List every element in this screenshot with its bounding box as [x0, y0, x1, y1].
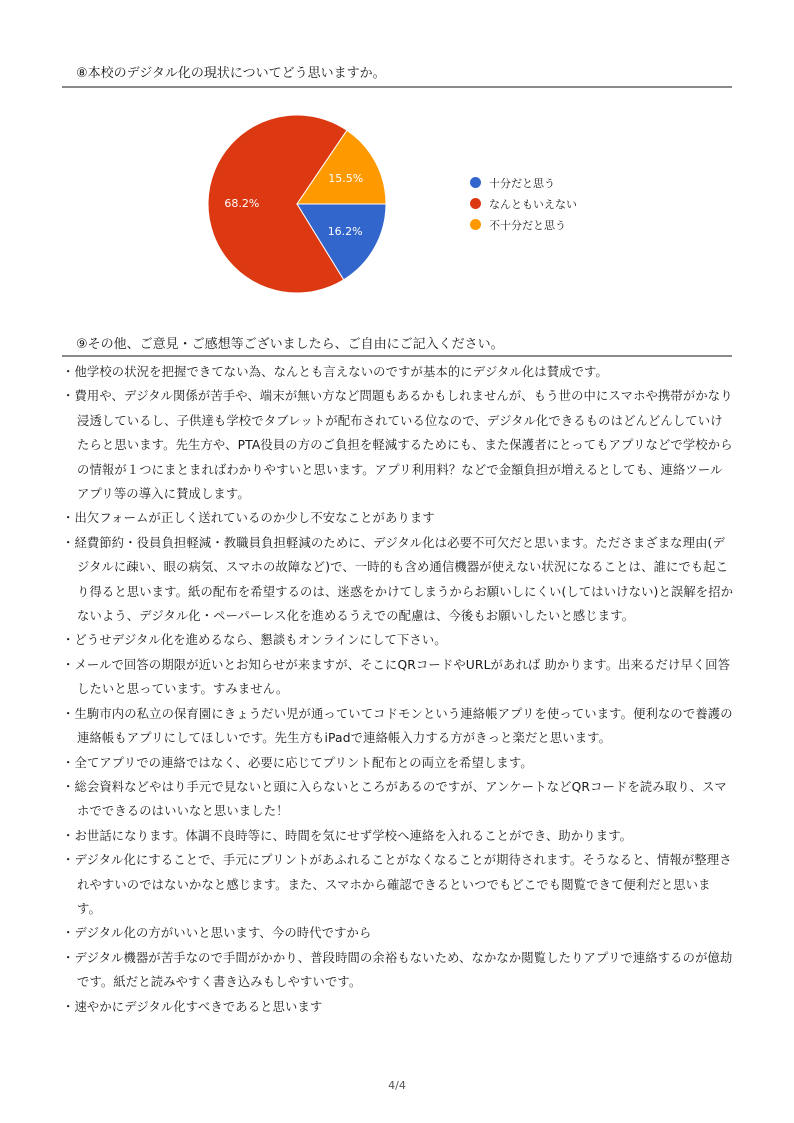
page-number: 4/4	[388, 1079, 406, 1092]
answer-item	[62, 506, 734, 530]
chart-legend	[470, 172, 577, 235]
answer-text: ・デジタル化にすることで、手元にプリントがあふれることがなくなることが期待されます。そうなると、情報が整理されやすいのではないかなと感じます。また、スマホから確認できるといつでもどこでも閲覧できて便利だと思います。	[62, 853, 732, 916]
section-divider	[62, 355, 732, 357]
answer-item	[62, 775, 734, 824]
answer-text: ・全てアプリでの連絡ではなく、必要に応じてプリント配布との両立を希望します。	[62, 755, 533, 770]
answer-item	[62, 360, 734, 384]
legend-swatch	[470, 177, 481, 188]
legend-label: なんともいえない	[489, 197, 577, 211]
question-9-title: ⑨その他、ご意見・ご感想等ございましたら、ご自由にご記入ください。	[76, 337, 504, 352]
question-8-title: ⑧本校のデジタル化の現状についてどう思いますか。	[76, 66, 386, 81]
answer-text: ・デジタル化の方がいいと思います、今の時代ですから	[62, 926, 372, 941]
section-divider	[62, 86, 732, 88]
legend-label: 十分だと思う	[489, 176, 555, 190]
answer-item	[62, 384, 734, 506]
slice-value-label: 16.2%	[327, 224, 363, 238]
answer-item	[62, 628, 734, 652]
pie-chart	[200, 100, 400, 300]
answer-text: ・速やかにデジタル化すべきであると思います	[62, 999, 323, 1014]
answer-text: ・生駒市内の私立の保育園にきょうだい児が通っていてコドモンという連絡帳アプリを使っています。便利なので養護の連絡帳もアプリにしてほしいです。先生方もiPadで連絡帳入力する方がきっと楽だと思います。	[62, 706, 733, 746]
answer-text: ・どうせデジタル化を進めるなら、懇談もオンラインにして下さい。	[62, 633, 447, 648]
answer-text: ・他学校の状況を把握できてない為、なんとも言えないのですが基本的にデジタル化は賛成です。	[62, 365, 608, 379]
answer-item	[62, 702, 734, 751]
answer-text: ・メールで回答の期限が近いとお知らせが来ますが、そこにQRコードやURLがあれば 助かります。出来るだけ早く回答したいと思っています。すみません。	[62, 657, 731, 697]
legend-swatch	[470, 198, 481, 209]
slice-value-label: 68.2%	[224, 196, 260, 210]
answer-item	[62, 921, 734, 945]
legend-item	[470, 193, 577, 214]
legend-swatch	[470, 219, 481, 230]
answer-text: ・総会資料などやはり手元で見ないと頭に入らないところがあるのですが、アンケートなどQRコードを読み取り、スマホでできるのはいいなと思いました！	[62, 779, 727, 819]
answer-item	[62, 995, 734, 1019]
answer-text: ・デジタル機器が苦手なので手間がかかり、普段時間の余裕もないため、なかなか閲覧したりアプリで連絡するのが億劫です。紙だと読みやすく書き込みもしやすいです。	[62, 950, 733, 990]
slice-value-label: 15.5%	[328, 172, 364, 186]
answer-list	[62, 360, 734, 1019]
answer-item	[62, 946, 734, 995]
answer-item	[62, 653, 734, 702]
answer-text: ・出欠フォームが正しく送れているのか少し不安なことがあります	[62, 511, 435, 526]
legend-item	[470, 214, 577, 235]
legend-label: 不十分だと思う	[489, 218, 566, 232]
answer-text: ・お世話になります。体調不良時等に、時間を気にせず学校へ連絡を入れることができ、助かります。	[62, 828, 633, 843]
answer-item	[62, 751, 734, 775]
answer-text: ・費用や、デジタル関係が苦手や、端末が無い方など問題もあるかもしれませんが、もう世の中にスマホや携帯がかなり浸透しているし、子供達も学校でタブレットが配布されている位なので、デジタル化できるものはどんどんしていけたらと思います。先生方や、PTA役員の方のご負担を軽減するためにも、また保護者にとってもアプリなどで学校からの情報が１つにまとまればわかりやすいと思います。アプリ利用料？などで金額負担が増えるとしても、連絡ツールアプリ等の導入に賛成します。	[62, 389, 733, 502]
answer-item	[62, 531, 734, 629]
answer-text: ・経費節約・役員負担軽減・教職員負担軽減のために、デジタル化は必要不可欠だと思います。たださまざまな理由(デジタルに疎い、眼の病気、スマホの故障など)で、一時的も含め通信機器が使えない状況になることは、誰にでも起こり得ると思います。紙の配布を希望するのは、迷惑をかけてしまうからお願いしにくい(してはいけない)と誤解を招かないよう、デジタル化・ペーパーレス化を進めるうえでの配慮は、今後もお願いしたいと感じます。	[62, 535, 734, 624]
legend-item	[470, 172, 577, 193]
answer-item	[62, 848, 734, 921]
answer-item	[62, 824, 734, 848]
